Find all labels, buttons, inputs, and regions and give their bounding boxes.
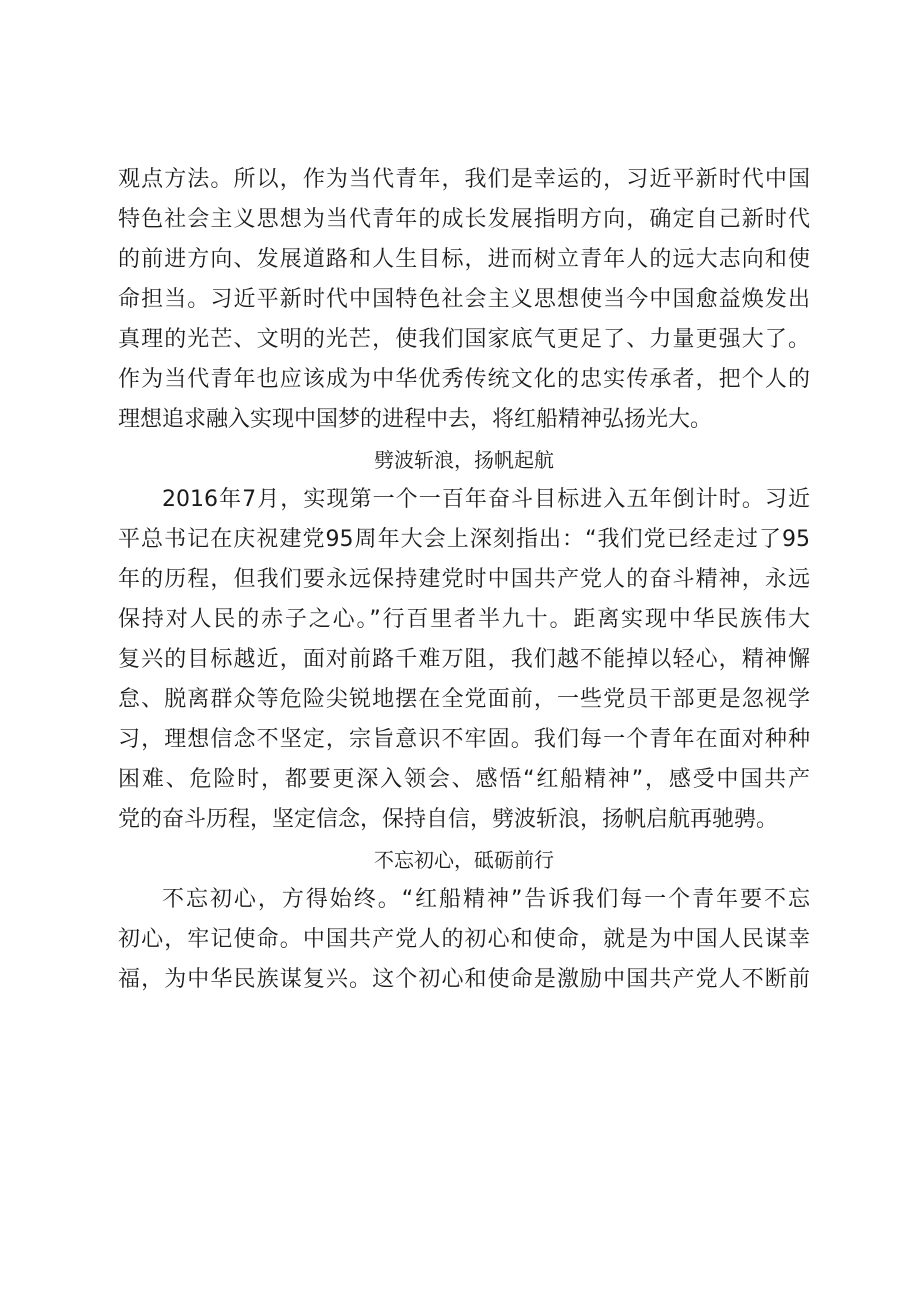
paragraph-1: [118, 160, 810, 440]
text-line: 不忘初心，方得始终。“红船精神”告诉我们每一个青年要不忘: [162, 887, 810, 912]
text-line: 困难、危险时，都要更深入领会、感悟“红船精神”，感受中国共产: [118, 767, 810, 792]
text-line: 复兴的目标越近，面对前路千难万阻，我们越不能掉以轻心，精神懈: [118, 647, 810, 672]
text-line: 真理的光芒、文明的光芒，使我们国家底气更足了、力量更强大了。: [118, 327, 810, 352]
text-line: 初心，牢记使命。中国共产党人的初心和使命，就是为中国人民谋幸: [118, 927, 810, 952]
section-heading-2: 不忘初心，砥砺前行: [374, 848, 554, 872]
text-line: 党的奋斗历程，坚定信念，保持自信，劈波斩浪，扬帆启航再驰骋。: [118, 807, 779, 832]
text-line: 的前进方向、发展道路和人生目标，进而树立青年人的远大志向和使: [118, 247, 810, 272]
text-line: 福，为中华民族谋复兴。这个初心和使命是激励中国共产党人不断前: [118, 967, 810, 992]
text-line: 2016年7月，实现第一个一百年奋斗目标进入五年倒计时。习近: [162, 487, 810, 512]
text-line: 作为当代青年也应该成为中华优秀传统文化的忠实传承者，把个人的: [118, 367, 810, 392]
text-line: 观点方法。所以，作为当代青年，我们是幸运的，习近平新时代中国: [118, 167, 810, 192]
text-line: 命担当。习近平新时代中国特色社会主义思想使当今中国愈益焕发出: [118, 287, 810, 312]
paragraph-3: [118, 880, 810, 1000]
paragraph-2: [118, 480, 810, 840]
text-line: 怠、脱离群众等危险尖锐地摆在全党面前，一些党员干部更是忽视学: [118, 687, 810, 712]
text-line: 特色社会主义思想为当代青年的成长发展指明方向，确定自己新时代: [118, 207, 810, 232]
text-line: 习，理想信念不坚定，宗旨意识不牢固。我们每一个青年在面对种种: [118, 727, 810, 752]
text-line: 保持对人民的赤子之心。”行百里者半九十。距离实现中华民族伟大: [118, 607, 810, 632]
text-line: 平总书记在庆祝建党95周年大会上深刻指出：“我们党已经走过了95: [118, 527, 810, 552]
document-page: [118, 160, 810, 1000]
section-heading-1: 劈波斩浪，扬帆起航: [374, 448, 554, 472]
text-line: 年的历程，但我们要永远保持建党时中国共产党人的奋斗精神，永远: [118, 567, 810, 592]
text-line: 理想追求融入实现中国梦的进程中去，将红船精神弘扬光大。: [118, 407, 713, 432]
